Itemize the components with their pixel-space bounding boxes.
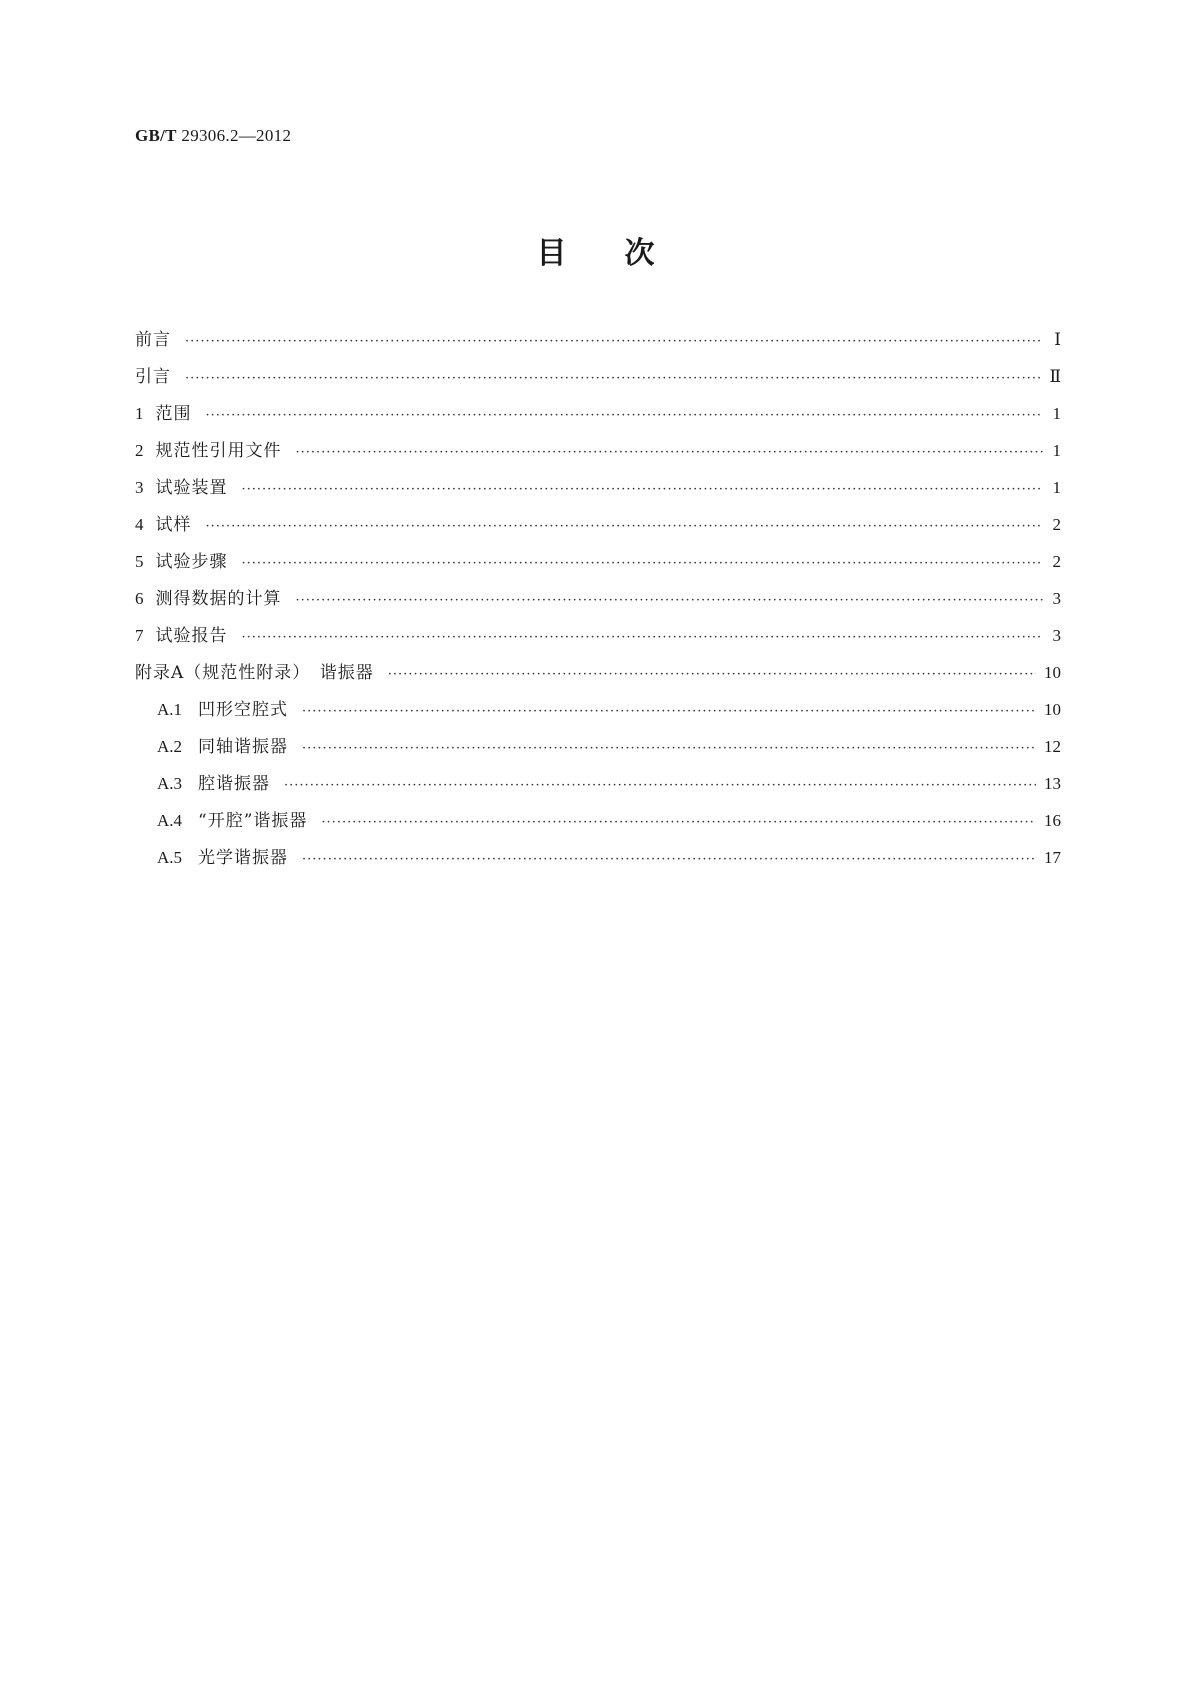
toc-entry-annex-a[interactable] — [135, 658, 1061, 695]
toc-entry-page: 13 — [1044, 774, 1061, 793]
toc-dot-leader — [388, 667, 1036, 682]
toc-entry-label: 前言 — [135, 330, 171, 350]
toc-entry-page: 2 — [1052, 515, 1061, 534]
toc-entry-a3[interactable] — [135, 769, 1061, 806]
toc-entry-label: 试验装置 — [155, 478, 228, 498]
table-of-contents — [135, 325, 1061, 880]
toc-entry-label: 附录A（规范性附录） 谐振器 — [135, 663, 374, 683]
toc-entry-page: 12 — [1044, 737, 1061, 756]
toc-entry-label: 测得数据的计算 — [155, 589, 282, 609]
toc-entry-page: 17 — [1044, 848, 1061, 867]
toc-entry-number: 2 — [135, 441, 144, 460]
toc-dot-leader — [296, 445, 1044, 460]
toc-entry-number: A.3 — [157, 774, 183, 793]
toc-dot-leader — [284, 778, 1036, 793]
toc-entry-introduction[interactable] — [135, 362, 1061, 399]
toc-entry-page: Ⅱ — [1049, 367, 1061, 386]
toc-entry-page: 3 — [1052, 589, 1061, 608]
standard-code — [135, 126, 291, 146]
toc-entry-3[interactable] — [135, 473, 1061, 510]
toc-dot-leader — [185, 334, 1043, 349]
toc-entry-label: 光学谐振器 — [198, 848, 289, 868]
toc-entry-number: 5 — [135, 552, 144, 571]
toc-entry-label: 试验步骤 — [155, 552, 228, 572]
toc-entry-page: 16 — [1044, 811, 1061, 830]
toc-dot-leader — [206, 519, 1044, 534]
toc-entry-page: Ⅰ — [1054, 330, 1061, 349]
toc-entry-number: 4 — [135, 515, 144, 534]
toc-entry-label: 腔谐振器 — [198, 774, 271, 794]
toc-dot-leader — [296, 593, 1044, 608]
toc-dot-leader — [206, 408, 1044, 423]
toc-entry-a4[interactable] — [135, 806, 1061, 843]
toc-entry-page: 1 — [1052, 404, 1061, 423]
standard-prefix: GB/T — [135, 126, 177, 145]
toc-entry-number: A.5 — [157, 848, 183, 867]
standard-number: 29306.2—2012 — [181, 126, 292, 145]
toc-entry-7[interactable] — [135, 621, 1061, 658]
toc-entry-number: A.2 — [157, 737, 183, 756]
toc-entry-a5[interactable] — [135, 843, 1061, 880]
toc-entry-number: 7 — [135, 626, 144, 645]
toc-entry-page: 3 — [1052, 626, 1061, 645]
toc-entry-2[interactable] — [135, 436, 1061, 473]
toc-entry-page: 1 — [1052, 478, 1061, 497]
page-title: 目次 — [536, 236, 713, 271]
toc-entry-label: 规范性引用文件 — [155, 441, 282, 461]
toc-entry-1[interactable] — [135, 399, 1061, 436]
toc-entry-5[interactable] — [135, 547, 1061, 584]
toc-entry-4[interactable] — [135, 510, 1061, 547]
toc-entry-label: “开腔”谐振器 — [198, 811, 308, 831]
toc-entry-number: A.4 — [157, 811, 183, 830]
toc-dot-leader — [242, 482, 1044, 497]
toc-entry-foreword[interactable] — [135, 325, 1061, 362]
toc-entry-page: 1 — [1052, 441, 1061, 460]
toc-entry-page: 10 — [1044, 663, 1061, 682]
toc-entry-number: A.1 — [157, 700, 183, 719]
toc-entry-a2[interactable] — [135, 732, 1061, 769]
toc-entry-label: 试样 — [155, 515, 192, 535]
toc-dot-leader — [302, 852, 1036, 867]
toc-entry-number: 6 — [135, 589, 144, 608]
toc-entry-page: 2 — [1052, 552, 1061, 571]
toc-dot-leader — [302, 741, 1036, 756]
toc-entry-6[interactable] — [135, 584, 1061, 621]
toc-entry-label: 试验报告 — [155, 626, 228, 646]
toc-dot-leader — [242, 556, 1044, 571]
toc-entry-page: 10 — [1044, 700, 1061, 719]
toc-entry-a1[interactable] — [135, 695, 1061, 732]
toc-entry-number: 3 — [135, 478, 144, 497]
toc-dot-leader — [321, 815, 1036, 830]
toc-entry-label: 同轴谐振器 — [198, 737, 289, 757]
toc-dot-leader — [302, 704, 1036, 719]
toc-dot-leader — [185, 371, 1041, 386]
toc-entry-number: 1 — [135, 404, 144, 423]
toc-entry-label: 凹形空腔式 — [198, 700, 289, 720]
toc-entry-label: 引言 — [135, 367, 171, 387]
toc-dot-leader — [242, 630, 1044, 645]
toc-entry-label: 范围 — [155, 404, 192, 424]
